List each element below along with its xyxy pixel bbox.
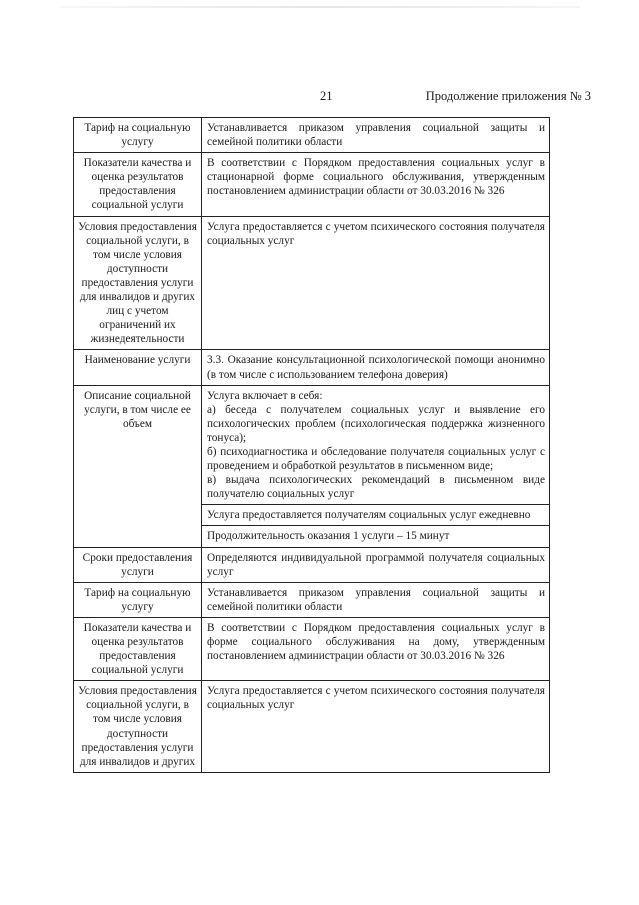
description-line: б) психодиагностика и обследование получателя социальных услуг с проведением и обработкой результатов в письменном виде; xyxy=(207,445,545,473)
description-line: в) выдача психологических рекомендаций в письменном виде получателю социальных услуг xyxy=(207,474,545,501)
row-value: Услуга предоставляется с учетом психического состояния получателя социальных услуг xyxy=(202,681,550,773)
row-label: Тариф на социальную услугу xyxy=(74,118,202,153)
row-value: Устанавливается приказом управления социальной защиты и семейной политики области xyxy=(202,118,550,153)
row-label: Показатели качества и оценка результатов предоставления социальной услуги xyxy=(74,617,202,680)
row-value: Услуга предоставляется с учетом психического состояния получателя социальных услуг xyxy=(202,216,550,350)
services-table xyxy=(73,117,550,773)
service-duration-value: Продолжительность оказания 1 услуги – 15 минут xyxy=(202,526,550,547)
table-row xyxy=(74,617,550,680)
description-line: Услуга включает в себя: xyxy=(207,389,323,402)
scan-edge-artifact xyxy=(60,6,580,8)
service-description-value xyxy=(202,385,550,505)
table-row xyxy=(74,547,550,582)
row-label: Тариф на социальную услугу xyxy=(74,582,202,617)
row-label: Сроки предоставления услуги xyxy=(74,547,202,582)
row-label: Наименование услуги xyxy=(74,350,202,385)
table-row xyxy=(74,681,550,773)
row-label: Описание социальной услуги, в том числе ее объем xyxy=(74,385,202,547)
table-row xyxy=(74,153,550,216)
row-value: Устанавливается приказом управления социальной защиты и семейной политики области xyxy=(202,582,550,617)
row-value: Определяются индивидуальной программой получателя социальных услуг xyxy=(202,547,550,582)
row-label: Условия предоставления социальной услуги, в том числе условия доступности предоставления услуги для инвалидов и других xyxy=(74,681,202,773)
page-number: 21 xyxy=(320,89,333,103)
row-value: В соответствии с Порядком предоставления социальных услуг в стационарной форме социального обслуживания, утвержденным постановлением администрации области от 30.03.2016 № 326 xyxy=(202,153,550,216)
table-row xyxy=(74,350,550,385)
row-label: Условия предоставления социальной услуги, в том числе условия доступности предоставления услуги для инвалидов и других лиц с учетом ограничений их жизнедеятельности xyxy=(74,216,202,350)
service-frequency-value: Услуга предоставляется получателям социальных услуг ежедневно xyxy=(202,505,550,526)
table-row xyxy=(74,216,550,350)
table-row xyxy=(74,118,550,153)
row-label: Показатели качества и оценка результатов предоставления социальной услуги xyxy=(74,153,202,216)
appendix-continuation-note: Продолжение приложения № 3 xyxy=(425,89,591,103)
table-row xyxy=(74,582,550,617)
description-line: а) беседа с получателем социальных услуг и выявление его психологических проблем (психологическая поддержка жизненного тонуса); xyxy=(207,403,545,444)
table-row xyxy=(74,385,550,505)
row-value: В соответствии с Порядком предоставления социальных услуг в форме социального обслуживания на дому, утвержденным постановлением администрации области от 30.03.2016 № 326 xyxy=(202,617,550,680)
service-name-value: 3.3. Оказание консультационной психологической помощи анонимно (в том числе с использованием телефона доверия) xyxy=(202,350,550,385)
